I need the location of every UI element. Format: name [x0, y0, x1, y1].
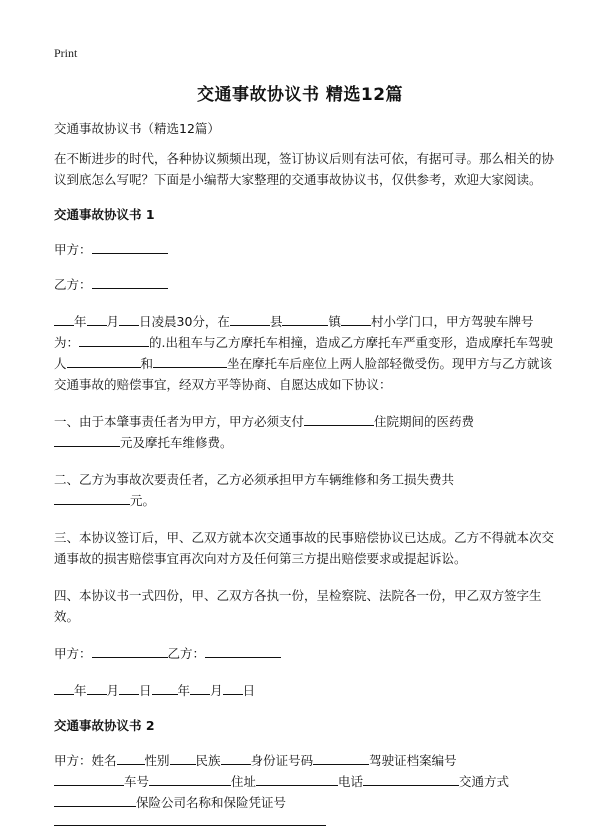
- text-year: 年: [74, 314, 87, 329]
- insurance-blank-line: [54, 815, 326, 826]
- clause-4: 四、本协议书一式四份，甲、乙双方各执一份，呈检察院、法院各一份，甲乙双方签字生效。: [54, 588, 542, 624]
- blank: [313, 750, 369, 765]
- clause-2: [54, 469, 554, 511]
- text-collision: 的.出租车与乙方摩托车相撞，造成乙方摩托车严重变形，造成摩托车驾驶人: [54, 335, 553, 371]
- s2-ethnicity: 民族: [195, 753, 221, 768]
- blank: [341, 311, 371, 326]
- blank: [223, 680, 243, 695]
- print-link[interactable]: Print: [54, 46, 78, 60]
- section-2-heading: 交通事故协议书 2: [54, 718, 155, 733]
- text-village: 村小学门口，甲方驾驶车牌号为：: [54, 314, 534, 350]
- party-b-blank: [92, 274, 168, 289]
- date-month-2: 月: [210, 683, 223, 698]
- blank: [190, 680, 210, 695]
- text-month: 月: [106, 314, 120, 329]
- blank: [67, 353, 141, 368]
- s2-contact: 交通方式: [459, 774, 510, 789]
- signature-line: [54, 643, 554, 664]
- blank: [221, 750, 251, 765]
- s2-gender: 性别: [144, 753, 170, 768]
- blank: [87, 311, 107, 326]
- sign-a-label: 甲方：: [54, 646, 92, 661]
- text-day: 日凌晨30分，在: [139, 314, 230, 329]
- clause-2-text-a: 二、乙方为事故次要责任者，乙方必须承担甲方车辆维修和务工损失费共: [54, 472, 455, 487]
- clause-3: 三、本协议签订后，甲、乙双方就本次交通事故的民事赔偿协议已达成。乙方不得就本次交通事故的损害赔偿事宜再次向对方及任何第三方提出赔偿要求或提起诉讼。: [54, 530, 555, 566]
- text-town: 镇: [328, 314, 341, 329]
- date-day-1: 日: [139, 683, 152, 698]
- clause-1: [54, 411, 554, 453]
- party-a-blank: [92, 239, 168, 254]
- clause-2-text-b: 元。: [130, 493, 156, 508]
- clause-1-text-c: 元及摩托车维修费。: [120, 435, 233, 450]
- blank: [170, 750, 196, 765]
- intro-paragraph: 在不断进步的时代，各种协议频频出现，签订协议后则有法可依，有据可寻。那么相关的协议到底怎么写呢？下面是小编帮大家整理的交通事故协议书，仅供参考，欢迎大家阅读。: [54, 151, 555, 187]
- blank: [256, 771, 338, 786]
- sign-b-label: 乙方：: [167, 646, 206, 661]
- date-month-1: 月: [106, 683, 120, 698]
- document-body: [54, 118, 554, 826]
- blank: [119, 311, 139, 326]
- s2-insurance: 保险公司名称和保险凭证号: [136, 795, 287, 810]
- s2-name: 姓名: [91, 753, 117, 768]
- party-b-label: 乙方：: [54, 277, 92, 292]
- blank: [54, 432, 120, 447]
- blank: [304, 411, 374, 426]
- party-a-label: 甲方：: [54, 242, 92, 257]
- date-year-1: 年: [74, 683, 87, 698]
- s2-party-a: 甲方：: [54, 753, 92, 768]
- blank: [54, 771, 124, 786]
- sign-b-blank: [205, 643, 281, 658]
- blank: [79, 332, 149, 347]
- s2-plate: 车号: [124, 774, 150, 789]
- blank: [282, 311, 328, 326]
- clause-1-text-a: 一、由于本肇事责任者为甲方，甲方必须支付: [54, 414, 305, 429]
- blank: [152, 680, 178, 695]
- date-year-2: 年: [177, 683, 191, 698]
- page-title: 交通事故协议书 精选12篇: [196, 85, 404, 105]
- text-and: 和: [140, 356, 154, 371]
- party-a-line: [54, 239, 554, 260]
- s2-id-number: 身份证号码: [250, 753, 314, 768]
- sign-a-blank: [92, 643, 168, 658]
- text-county: 县: [269, 314, 283, 329]
- blank: [230, 311, 270, 326]
- party-info-form: [54, 750, 554, 813]
- s2-license-file: 驾驶证档案编号: [369, 753, 457, 768]
- text-injury: 坐在摩托车后座位上两人脸部轻微受伤。现甲方与乙方就该交通事故的赔偿事宜，经双方平等协商、自愿达成如下协议：: [54, 356, 553, 392]
- s2-address: 住址: [231, 774, 257, 789]
- blank: [153, 353, 227, 368]
- s2-phone: 电话: [338, 774, 364, 789]
- incident-paragraph: [54, 311, 554, 395]
- date-day-2: 日: [242, 683, 256, 698]
- blank: [54, 680, 74, 695]
- document-subtitle: 交通事故协议书（精选12篇）: [54, 121, 220, 136]
- section-1-heading: 交通事故协议书 1: [54, 207, 155, 222]
- clause-1-text-b: 住院期间的医药费: [374, 414, 475, 429]
- blank: [363, 771, 459, 786]
- party-b-line: [54, 274, 554, 295]
- blank: [54, 792, 136, 807]
- date-line: [54, 680, 554, 701]
- blank: [54, 490, 130, 505]
- blank: [54, 311, 74, 326]
- blank: [117, 750, 145, 765]
- blank: [149, 771, 231, 786]
- blank: [119, 680, 139, 695]
- blank: [87, 680, 107, 695]
